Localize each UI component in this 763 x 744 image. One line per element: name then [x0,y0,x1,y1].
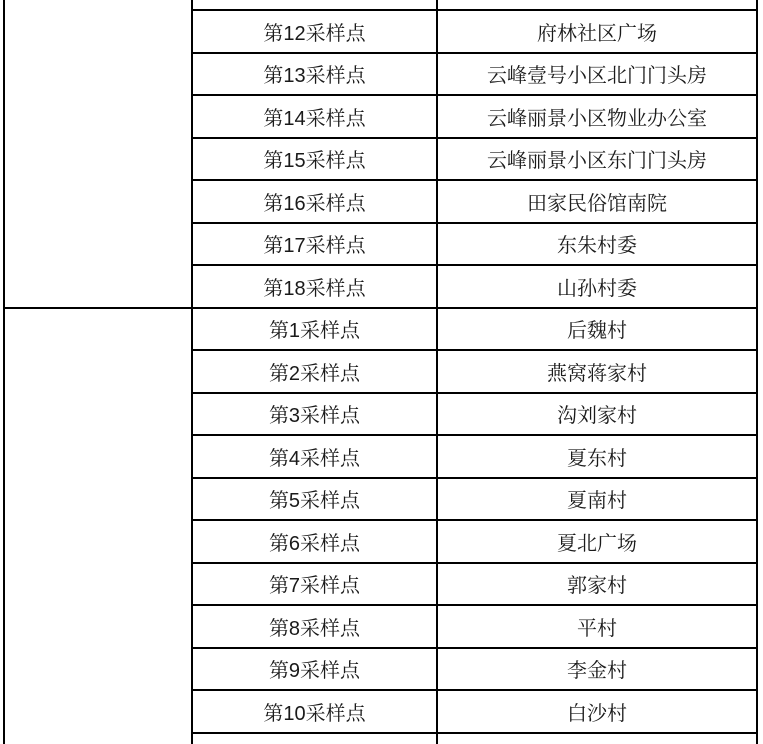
sampling-point-cell: 第16采样点 [192,180,437,223]
location-cell: 云峰丽景小区东门门头房 [437,138,757,181]
table-row [4,308,757,351]
location-cell: 夏北广场 [437,520,757,563]
sampling-point-cell: 第10采样点 [192,690,437,733]
sampling-point-cell [192,733,437,744]
sampling-point-cell: 第17采样点 [192,223,437,266]
sampling-point-cell: 第5采样点 [192,478,437,521]
location-cell [437,0,757,10]
location-cell: 山孙村委 [437,265,757,308]
sampling-point-cell: 第15采样点 [192,138,437,181]
sampling-point-cell: 第14采样点 [192,95,437,138]
location-cell: 夏南村 [437,478,757,521]
sampling-point-cell: 第6采样点 [192,520,437,563]
group-merged-cell [4,0,192,308]
table-row-partial-top [4,0,757,10]
sampling-point-cell: 第8采样点 [192,605,437,648]
location-cell: 东朱村委 [437,223,757,266]
location-cell: 李金村 [437,648,757,691]
sampling-point-cell: 第18采样点 [192,265,437,308]
sampling-point-cell: 第13采样点 [192,53,437,96]
sampling-point-cell [192,0,437,10]
location-cell: 府林社区广场 [437,10,757,53]
sampling-point-cell: 第4采样点 [192,435,437,478]
sampling-point-cell: 第7采样点 [192,563,437,606]
location-cell: 云峰丽景小区物业办公室 [437,95,757,138]
sampling-point-cell: 第12采样点 [192,10,437,53]
location-cell: 平村 [437,605,757,648]
sampling-point-cell: 第3采样点 [192,393,437,436]
sampling-points-table [3,0,758,744]
location-cell: 夏东村 [437,435,757,478]
location-cell: 郭家村 [437,563,757,606]
location-cell: 云峰壹号小区北门门头房 [437,53,757,96]
location-cell: 沟刘家村 [437,393,757,436]
sampling-point-cell: 第9采样点 [192,648,437,691]
sampling-point-cell: 第2采样点 [192,350,437,393]
group-merged-cell [4,308,192,744]
location-cell [437,733,757,744]
sampling-point-cell: 第1采样点 [192,308,437,351]
location-cell: 后魏村 [437,308,757,351]
location-cell: 燕窝蒋家村 [437,350,757,393]
location-cell: 白沙村 [437,690,757,733]
location-cell: 田家民俗馆南院 [437,180,757,223]
